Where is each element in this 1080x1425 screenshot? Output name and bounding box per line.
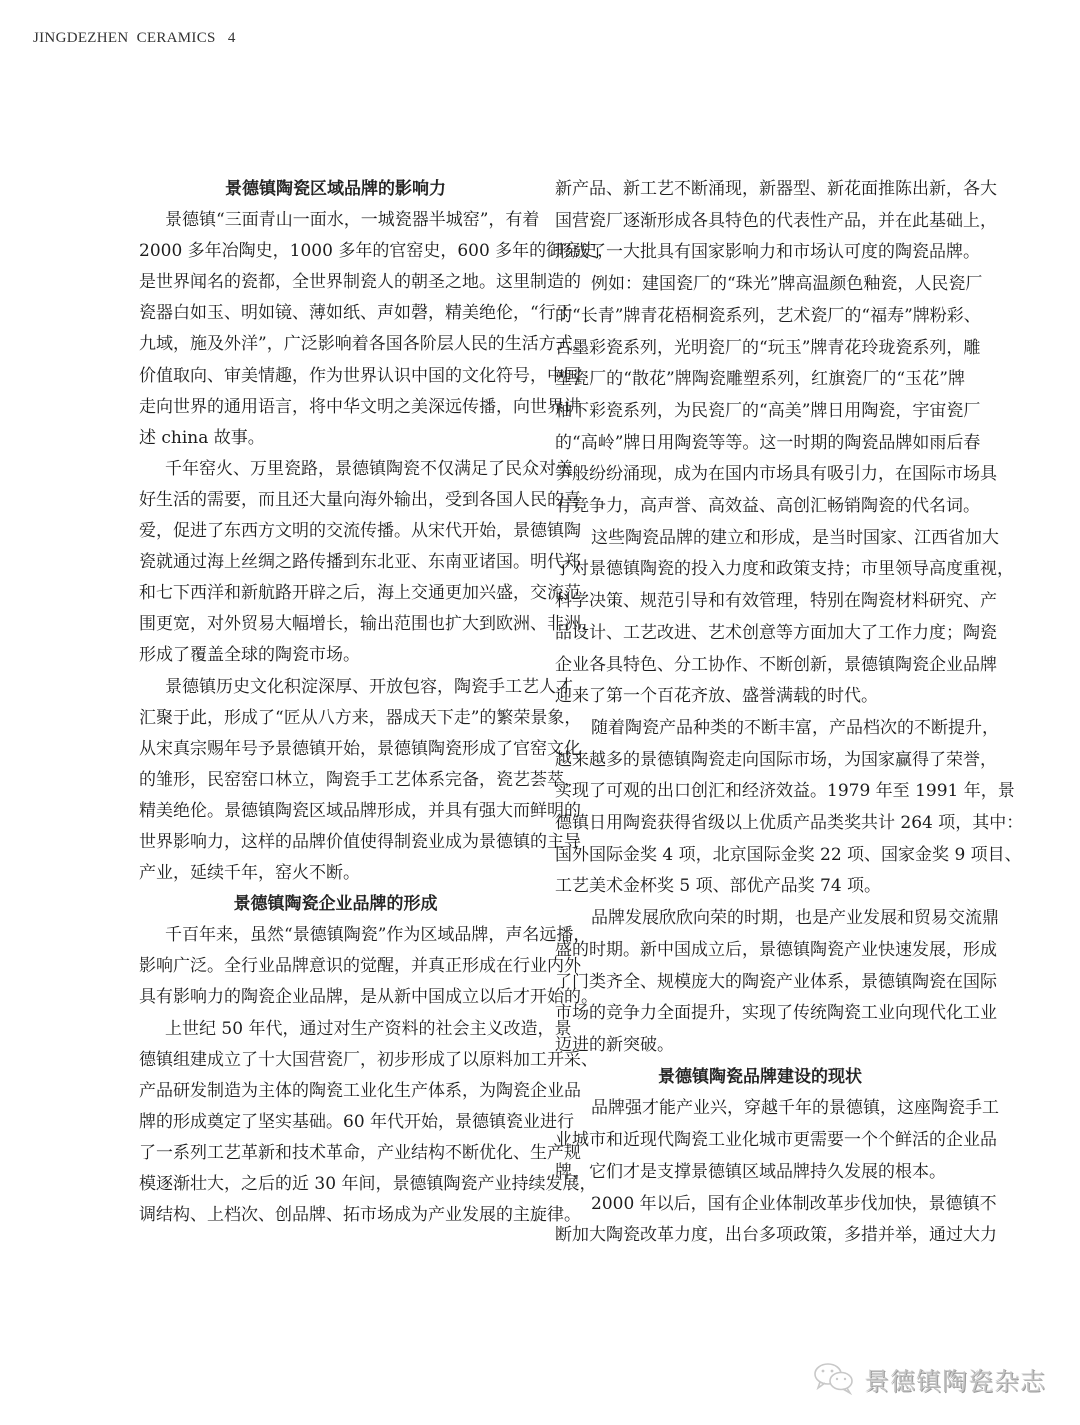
text-line: 国外国际金奖 4 项，北京国际金奖 22 项、国家金奖 9 项目、 <box>555 844 1022 865</box>
text-line: 模逐渐壮大，之后的近 30 年间，景德镇陶瓷产业持续发展， <box>139 1174 597 1194</box>
text-line: 国营瓷厂逐渐形成各具特色的代表性产品，并在此基础上， <box>555 210 997 231</box>
text-line: 了对景德镇陶瓷的投入力度和政策支持；市里领导高度重视， <box>555 559 1014 580</box>
text-line: 这些陶瓷品牌的建立和形成，是当时国家、江西省加大 <box>591 527 999 548</box>
text-line: 价值取向、审美情趣，作为世界认识中国的文化符号，中国 <box>139 365 581 386</box>
text-line: 汇聚于此，形成了“匠从八方来，器成天下走”的繁荣景象， <box>139 707 582 728</box>
text-line: 断加大陶瓷改革力度，出台多项政策，多措并举，通过大力 <box>555 1225 997 1246</box>
text-line: 调结构、上档次、创品牌、拓市场成为产业发展的主旋律。 <box>139 1205 581 1226</box>
section-heading: 景德镇陶瓷企业品牌的形成 <box>233 894 438 915</box>
text-line: 形成了覆盖全球的陶瓷市场。 <box>139 645 360 666</box>
text-line: 迈进的新突破。 <box>555 1034 674 1055</box>
text-line: 例如：建国瓷厂的“珠光”牌高温颜色釉瓷，人民瓷厂 <box>591 274 983 295</box>
watermark-text: 景德镇陶瓷杂志 <box>864 1367 1047 1396</box>
text-line: 景德镇“三面青山一面水，一城瓷器半城窑”，有着 <box>165 210 540 231</box>
text-line: 走向世界的通用语言，将中华文明之美深远传播，向世界讲 <box>139 396 581 417</box>
paragraph <box>555 523 1014 713</box>
text-line: 有竞争力，高声誉、高效益、高创汇畅销陶瓷的代名词。 <box>555 496 980 517</box>
article-column-right <box>555 174 1024 1252</box>
text-line: 实现了可观的出口创汇和经济效益。1979 年至 1991 年，景 <box>555 781 1015 802</box>
watermark <box>812 1360 1046 1400</box>
text-line: 笋般纷纷涌现，成为在国内市场具有吸引力，在国际市场具 <box>555 464 997 485</box>
paragraph <box>139 672 582 890</box>
text-line: 科学决策、规范引导和有效管理，特别在陶瓷材料研究、产 <box>555 591 997 612</box>
text-line: 千年窑火、万里瓷路，景德镇陶瓷不仅满足了民众对美 <box>165 458 573 479</box>
paragraph <box>555 1189 997 1252</box>
text-line: 市场的竞争力全面提升，实现了传统陶瓷工业向现代化工业 <box>555 1003 997 1024</box>
text-line: 釉下彩瓷系列，为民瓷厂的“高美”牌日用陶瓷，宇宙瓷厂 <box>555 400 981 421</box>
text-line: 是世界闻名的瓷都，全世界制瓷人的朝圣之地。这里制造的 <box>139 272 581 293</box>
paragraph <box>555 1093 999 1188</box>
section-heading: 景德镇陶瓷区域品牌的影响力 <box>225 179 446 199</box>
text-line: 工艺美术金杯奖 5 项、部优产品奖 74 项。 <box>555 876 882 897</box>
text-line: 景德镇历史文化积淀深厚、开放包容，陶瓷手工艺人才 <box>165 676 573 697</box>
text-line: 瓷器白如玉、明如镜、薄如纸、声如磬，精美绝伦，“行于 <box>139 303 573 324</box>
text-line: 瓷就通过海上丝绸之路传播到东北亚、东南亚诸国。明代郑 <box>139 552 581 573</box>
text-line: 品牌发展欣欣向荣的时期，也是产业发展和贸易交流鼎 <box>591 908 999 929</box>
text-line: 牌的形成奠定了坚实基础。60 年代开始，景德镇瓷业进行 <box>139 1111 575 1132</box>
text-line: 迎来了第一个百花齐放、盛誉满载的时代。 <box>555 686 878 707</box>
paragraph <box>139 1014 598 1232</box>
text-line: 了门类齐全、规模庞大的陶瓷产业体系，景德镇陶瓷在国际 <box>555 971 997 992</box>
text-line: 越来越多的景德镇陶瓷走向国际市场，为国家赢得了荣誉， <box>555 749 997 770</box>
text-line: 形成了一大批具有国家影响力和市场认可度的陶瓷品牌。 <box>555 242 980 263</box>
text-line: 述 china 故事。 <box>139 427 265 448</box>
text-line: 随着陶瓷产品种类的不断丰富，产品档次的不断提升， <box>591 717 999 738</box>
text-line: 影响广泛。全行业品牌意识的觉醒，并真正形成在行业内外 <box>139 956 581 977</box>
text-line: 上世纪 50 年代，通过对生产资料的社会主义改造，景 <box>165 1018 572 1039</box>
paragraph <box>139 920 598 1013</box>
text-line: 了一系列工艺革新和技术革命，产业结构不断优化、生产规 <box>139 1142 581 1163</box>
paragraph <box>555 713 1024 903</box>
text-line: 好生活的需要，而且还大量向海外输出，受到各国人民的喜 <box>139 489 581 510</box>
text-line: 品牌强才能产业兴，穿越千年的景德镇，这座陶瓷手工 <box>591 1098 999 1119</box>
text-line: 千百年来，虽然“景德镇陶瓷”作为区域品牌，声名远播， <box>165 925 591 946</box>
paragraph <box>555 269 997 523</box>
text-line: 古墨彩瓷系列，光明瓷厂的“玩玉”牌青花玲珑瓷系列，雕 <box>555 337 981 358</box>
text-line: 和七下西洋和新航路开辟之后，海上交通更加兴盛，交流范 <box>139 583 581 604</box>
paragraph <box>555 903 999 1062</box>
wechat-icon <box>812 1360 856 1400</box>
text-line: 产业，延续千年，窑火不断。 <box>139 863 360 884</box>
paragraph <box>555 174 997 269</box>
text-line: 产品研发制造为主体的陶瓷工业化生产体系，为陶瓷企业品 <box>139 1080 581 1101</box>
text-line: 品设计、工艺改进、艺术创意等方面加大了工作力度；陶瓷 <box>555 622 997 643</box>
text-line: 业城市和近现代陶瓷工业化城市更需要一个个鲜活的企业品 <box>555 1130 997 1151</box>
text-line: 的“高岭”牌日用陶瓷等等。这一时期的陶瓷品牌如雨后春 <box>555 432 981 453</box>
text-line: 精美绝伦。景德镇陶瓷区域品牌形成，并具有强大而鲜明的 <box>139 800 581 821</box>
text-line: 2000 多年冶陶史，1000 多年的官窑史，600 多年的御窑史， <box>139 241 615 262</box>
text-line: 从宋真宗赐年号予景德镇开始，景德镇陶瓷形成了官窑文化 <box>139 738 581 759</box>
text-line: 世界影响力，这样的品牌价值使得制瓷业成为景德镇的主导 <box>139 831 581 852</box>
paragraph <box>139 454 598 672</box>
text-line: 企业各具特色、分工协作、不断创新，景德镇陶瓷企业品牌 <box>555 654 997 675</box>
text-line: 具有影响力的陶瓷企业品牌，是从新中国成立以后才开始的。 <box>139 987 598 1008</box>
text-line: 的雏形，民窑窑口林立，陶瓷手工艺体系完备，瓷艺荟萃， <box>139 769 581 790</box>
text-line: 2000 年以后，国有企业体制改革步伐加快，景德镇不 <box>591 1193 997 1214</box>
text-line: 德镇日用陶瓷获得省级以上优质产品类奖共计 264 项，其中： <box>555 813 1024 834</box>
text-line: 爱，促进了东西方文明的交流传播。从宋代开始，景德镇陶 <box>139 521 581 542</box>
paragraph <box>139 205 615 454</box>
text-line: 新产品、新工艺不断涌现，新器型、新花面推陈出新，各大 <box>555 179 997 199</box>
text-line: 牌，它们才是支撑景德镇区域品牌持久发展的根本。 <box>555 1161 946 1182</box>
section-heading: 景德镇陶瓷品牌建设的现状 <box>658 1066 862 1087</box>
text-line: 盛的时期。新中国成立后，景德镇陶瓷产业快速发展，形成 <box>555 939 997 960</box>
running-header: JINGDEZHEN CERAMICS 4 <box>33 30 236 46</box>
text-line: 塑瓷厂的“散花”牌陶瓷雕塑系列，红旗瓷厂的“玉花”牌 <box>555 369 965 390</box>
text-line: 九域，施及外洋”，广泛影响着各国各阶层人民的生活方式、 <box>139 334 590 355</box>
text-line: 围更宽，对外贸易大幅增长，输出范围也扩大到欧洲、非洲， <box>139 614 598 635</box>
text-line: 德镇组建成立了十大国营瓷厂，初步形成了以原料加工开采、 <box>139 1049 598 1070</box>
text-line: 的“长青”牌青花梧桐瓷系列，艺术瓷厂的“福寿”牌粉彩、 <box>555 305 981 326</box>
